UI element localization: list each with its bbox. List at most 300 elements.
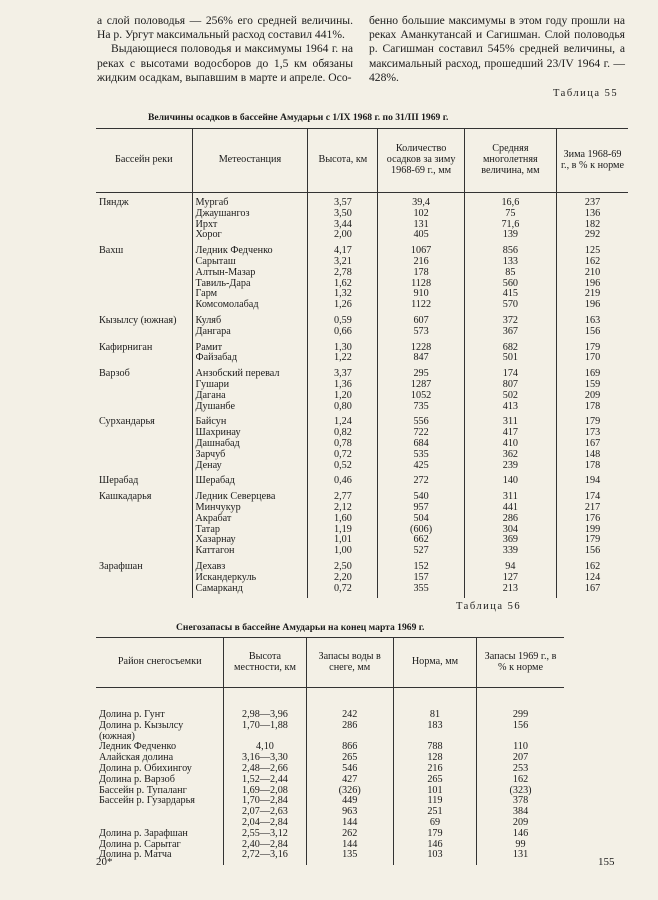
table-row [96, 220, 628, 231]
value-cell: 179 [557, 338, 628, 354]
value-cell: 378 [477, 796, 564, 807]
paragraph: Выдающиеся половодья и максимумы 1964 г. на реках с высотами водосборов до 1,5 км обязаны жидким осадкам, выпавшим в марте и апреле. Осо- [97, 42, 353, 84]
station-cell: Хазарнау [192, 535, 308, 546]
region-cell: Долина р. Обихингоу [96, 764, 224, 775]
value-cell: 504 [378, 514, 464, 525]
value-cell: 103 [393, 850, 476, 865]
value-cell: 1,69—2,08 [224, 786, 306, 797]
table-row [96, 364, 628, 380]
col-header: Высота, км [308, 129, 378, 193]
value-cell: 441 [464, 503, 556, 514]
value-cell: 2,40—2,84 [224, 840, 306, 851]
table-56 [96, 637, 564, 865]
value-cell: 144 [306, 840, 393, 851]
value-cell: 527 [378, 546, 464, 557]
value-cell: 170 [557, 353, 628, 364]
station-cell: Куляб [192, 311, 308, 327]
value-cell: 69 [393, 818, 476, 829]
station-cell: Зарчуб [192, 450, 308, 461]
region-cell [96, 807, 224, 818]
value-cell: 182 [557, 220, 628, 231]
value-cell: 140 [464, 471, 556, 487]
basin-cell [96, 279, 192, 290]
value-cell: 133 [464, 257, 556, 268]
value-cell: 173 [557, 428, 628, 439]
value-cell: 3,50 [308, 209, 378, 220]
value-cell: 807 [464, 380, 556, 391]
value-cell: 384 [477, 807, 564, 818]
table-row [96, 514, 628, 525]
basin-cell: Пяндж [96, 193, 192, 209]
value-cell: 355 [378, 584, 464, 599]
table-row [96, 279, 628, 290]
value-cell: 183 [393, 721, 476, 743]
value-cell: (323) [477, 786, 564, 797]
basin-cell [96, 209, 192, 220]
value-cell: 1,60 [308, 514, 378, 525]
value-cell: 372 [464, 311, 556, 327]
value-cell: 4,10 [224, 742, 306, 753]
table-row [96, 546, 628, 557]
value-cell: 607 [378, 311, 464, 327]
value-cell: 272 [378, 471, 464, 487]
value-cell: 196 [557, 300, 628, 311]
value-cell: 0,72 [308, 450, 378, 461]
table-row [96, 391, 628, 402]
value-cell: 311 [464, 412, 556, 428]
value-cell: 847 [378, 353, 464, 364]
value-cell: 339 [464, 546, 556, 557]
value-cell: 1,26 [308, 300, 378, 311]
value-cell: 0,78 [308, 439, 378, 450]
station-cell: Хорог [192, 230, 308, 241]
value-cell: 81 [393, 688, 476, 721]
value-cell: 152 [378, 557, 464, 573]
value-cell: (606) [378, 525, 464, 536]
value-cell: 682 [464, 338, 556, 354]
col-header: Количество осадков за зиму 1968-69 г., мм [378, 129, 464, 193]
value-cell: 119 [393, 796, 476, 807]
value-cell: 2,48—2,66 [224, 764, 306, 775]
region-cell: Долина р. Гунт [96, 688, 224, 721]
right-column [369, 14, 625, 85]
basin-cell [96, 300, 192, 311]
value-cell: 684 [378, 439, 464, 450]
value-cell: 427 [306, 775, 393, 786]
value-cell: 2,77 [308, 487, 378, 503]
value-cell: 2,72—3,16 [224, 850, 306, 865]
station-cell: Искандеркуль [192, 573, 308, 584]
table-row [96, 503, 628, 514]
basin-cell [96, 327, 192, 338]
value-cell: 219 [557, 289, 628, 300]
value-cell: 94 [464, 557, 556, 573]
value-cell: 417 [464, 428, 556, 439]
value-cell: 1052 [378, 391, 464, 402]
value-cell: 540 [378, 487, 464, 503]
value-cell: 213 [464, 584, 556, 599]
station-cell: Шерабад [192, 471, 308, 487]
left-column [97, 14, 353, 85]
station-cell: Анзобский перевал [192, 364, 308, 380]
value-cell: 71,6 [464, 220, 556, 231]
station-cell: Сарыташ [192, 257, 308, 268]
value-cell: 265 [393, 775, 476, 786]
table-row [96, 584, 628, 599]
table56-label: Таблица 56 [456, 601, 522, 612]
value-cell: 405 [378, 230, 464, 241]
table-row [96, 412, 628, 428]
value-cell: 2,50 [308, 557, 378, 573]
station-cell: Душанбе [192, 402, 308, 413]
basin-cell [96, 428, 192, 439]
value-cell: 1,01 [308, 535, 378, 546]
value-cell: 1122 [378, 300, 464, 311]
basin-cell [96, 503, 192, 514]
value-cell: 101 [393, 786, 476, 797]
station-cell: Файзабад [192, 353, 308, 364]
value-cell: 2,00 [308, 230, 378, 241]
basin-cell [96, 268, 192, 279]
value-cell: 295 [378, 364, 464, 380]
value-cell: 1287 [378, 380, 464, 391]
table-row [96, 300, 628, 311]
table-row [96, 193, 628, 209]
value-cell: 788 [393, 742, 476, 753]
value-cell: 856 [464, 241, 556, 257]
station-cell: Алтын-Мазар [192, 268, 308, 279]
value-cell: 1,32 [308, 289, 378, 300]
value-cell: 299 [477, 688, 564, 721]
value-cell: 0,52 [308, 461, 378, 472]
value-cell: 410 [464, 439, 556, 450]
value-cell: 262 [306, 829, 393, 840]
value-cell: 162 [557, 257, 628, 268]
value-cell: 209 [477, 818, 564, 829]
value-cell: 16,6 [464, 193, 556, 209]
value-cell: 367 [464, 327, 556, 338]
paragraph: бенно большие максимумы в этом году прошли на реках Аманкутансай и Сагишман. Слой половодья р. Сагишман составил 545% средней величины, а максимальный расход, прошедший 23/IV 1964 г. — 428%. [369, 14, 625, 84]
value-cell: 146 [393, 840, 476, 851]
value-cell: 265 [306, 753, 393, 764]
value-cell: 85 [464, 268, 556, 279]
value-cell: 286 [306, 721, 393, 743]
value-cell: 556 [378, 412, 464, 428]
region-cell: Бассейн р. Гузардарья [96, 796, 224, 807]
value-cell: 216 [378, 257, 464, 268]
value-cell: 292 [557, 230, 628, 241]
col-header: Средняя многолетняя величина, мм [464, 129, 556, 193]
value-cell: 110 [477, 742, 564, 753]
value-cell: 1067 [378, 241, 464, 257]
region-cell: Долина р. Зарафшан [96, 829, 224, 840]
station-cell: Рамит [192, 338, 308, 354]
region-cell: Бассейн р. Тупаланг [96, 786, 224, 797]
station-cell: Самарканд [192, 584, 308, 599]
value-cell: 135 [306, 850, 393, 865]
station-cell: Тавиль-Дара [192, 279, 308, 290]
table56-body [96, 688, 564, 866]
value-cell: 210 [557, 268, 628, 279]
value-cell: 662 [378, 535, 464, 546]
table55-body [96, 193, 628, 599]
value-cell: 304 [464, 525, 556, 536]
station-cell: Денау [192, 461, 308, 472]
value-cell: 963 [306, 807, 393, 818]
table-55 [96, 128, 628, 598]
value-cell: 2,07—2,63 [224, 807, 306, 818]
value-cell: 167 [557, 439, 628, 450]
value-cell: 148 [557, 450, 628, 461]
basin-cell: Варзоб [96, 364, 192, 380]
value-cell: 216 [393, 764, 476, 775]
basin-cell: Шерабад [96, 471, 192, 487]
basin-cell: Вахш [96, 241, 192, 257]
value-cell: 415 [464, 289, 556, 300]
value-cell: 3,44 [308, 220, 378, 231]
value-cell: 194 [557, 471, 628, 487]
value-cell: (326) [306, 786, 393, 797]
basin-cell [96, 220, 192, 231]
value-cell: 1,30 [308, 338, 378, 354]
value-cell: 39,4 [378, 193, 464, 209]
value-cell: 0,80 [308, 402, 378, 413]
basin-cell: Кашкадарья [96, 487, 192, 503]
value-cell: 144 [306, 818, 393, 829]
table-row [96, 450, 628, 461]
col-header: Бассейн реки [96, 129, 192, 193]
col-header: Норма, мм [393, 638, 476, 688]
station-cell: Дехавз [192, 557, 308, 573]
value-cell: 560 [464, 279, 556, 290]
col-header: Зима 1968-69 г., в % к норме [557, 129, 628, 193]
table-row [96, 829, 564, 840]
value-cell: 75 [464, 209, 556, 220]
value-cell: 176 [557, 514, 628, 525]
value-cell: 3,16—3,30 [224, 753, 306, 764]
basin-cell [96, 380, 192, 391]
value-cell: 139 [464, 230, 556, 241]
station-cell: Акрабат [192, 514, 308, 525]
value-cell: 535 [378, 450, 464, 461]
value-cell: 570 [464, 300, 556, 311]
page-number: 155 [598, 856, 615, 868]
basin-cell: Кафирниган [96, 338, 192, 354]
value-cell: 2,55—3,12 [224, 829, 306, 840]
value-cell: 209 [557, 391, 628, 402]
value-cell: 179 [393, 829, 476, 840]
station-cell: Ледник Северцева [192, 487, 308, 503]
table-row [96, 241, 628, 257]
table55-label: Таблица 55 [553, 88, 619, 99]
table-row [96, 380, 628, 391]
value-cell: 425 [378, 461, 464, 472]
value-cell: 127 [464, 573, 556, 584]
basin-cell [96, 461, 192, 472]
table-row [96, 327, 628, 338]
value-cell: 167 [557, 584, 628, 599]
value-cell: 1,24 [308, 412, 378, 428]
table-row [96, 289, 628, 300]
value-cell: 286 [464, 514, 556, 525]
station-cell: Шахринау [192, 428, 308, 439]
value-cell: 207 [477, 753, 564, 764]
basin-cell [96, 546, 192, 557]
table-row [96, 439, 628, 450]
value-cell: 1,22 [308, 353, 378, 364]
value-cell: 1,00 [308, 546, 378, 557]
value-cell: 242 [306, 688, 393, 721]
value-cell: 2,12 [308, 503, 378, 514]
value-cell: 0,82 [308, 428, 378, 439]
value-cell: 136 [557, 209, 628, 220]
station-cell: Байсун [192, 412, 308, 428]
value-cell: 1,62 [308, 279, 378, 290]
basin-cell [96, 450, 192, 461]
table-row [96, 573, 628, 584]
station-cell: Ирхт [192, 220, 308, 231]
table55-title: Величины осадков в бассейне Амударьи с 1/IX 1968 г. по 31/III 1969 г. [148, 112, 449, 123]
table-row [96, 688, 564, 721]
table-row [96, 775, 564, 786]
value-cell: 413 [464, 402, 556, 413]
value-cell: 178 [378, 268, 464, 279]
value-cell: 199 [557, 525, 628, 536]
value-cell: 3,37 [308, 364, 378, 380]
value-cell: 125 [557, 241, 628, 257]
value-cell: 1,52—2,44 [224, 775, 306, 786]
table-row [96, 796, 564, 807]
value-cell: 131 [378, 220, 464, 231]
col-header: Запасы 1969 г., в % к норме [477, 638, 564, 688]
value-cell: 3,57 [308, 193, 378, 209]
value-cell: 573 [378, 327, 464, 338]
value-cell: 910 [378, 289, 464, 300]
basin-cell [96, 257, 192, 268]
table-row [96, 428, 628, 439]
value-cell: 131 [477, 850, 564, 865]
value-cell: 146 [477, 829, 564, 840]
value-cell: 174 [464, 364, 556, 380]
value-cell: 1,70—2,84 [224, 796, 306, 807]
value-cell: 217 [557, 503, 628, 514]
value-cell: 157 [378, 573, 464, 584]
value-cell: 4,17 [308, 241, 378, 257]
value-cell: 128 [393, 753, 476, 764]
basin-cell [96, 439, 192, 450]
basin-cell: Сурхандарья [96, 412, 192, 428]
table-row [96, 487, 628, 503]
value-cell: 239 [464, 461, 556, 472]
value-cell: 0,46 [308, 471, 378, 487]
value-cell: 102 [378, 209, 464, 220]
basin-cell [96, 230, 192, 241]
station-cell: Минчукур [192, 503, 308, 514]
value-cell: 156 [557, 546, 628, 557]
value-cell: 159 [557, 380, 628, 391]
basin-cell: Кызылсу (южная) [96, 311, 192, 327]
table-row [96, 338, 628, 354]
value-cell: 162 [557, 557, 628, 573]
table-row [96, 807, 564, 818]
body-text [97, 14, 625, 85]
value-cell: 369 [464, 535, 556, 546]
value-cell: 156 [477, 721, 564, 743]
value-cell: 735 [378, 402, 464, 413]
basin-cell: Зарафшан [96, 557, 192, 573]
basin-cell [96, 514, 192, 525]
value-cell: 311 [464, 487, 556, 503]
value-cell: 169 [557, 364, 628, 380]
value-cell: 237 [557, 193, 628, 209]
basin-cell [96, 353, 192, 364]
value-cell: 722 [378, 428, 464, 439]
value-cell: 251 [393, 807, 476, 818]
value-cell: 178 [557, 461, 628, 472]
value-cell: 866 [306, 742, 393, 753]
table-row [96, 353, 628, 364]
paragraph: а слой половодья — 256% его средней величины. На р. Ургут максимальный расход составил 441%. [97, 14, 353, 42]
value-cell: 253 [477, 764, 564, 775]
station-cell: Гарм [192, 289, 308, 300]
value-cell: 1,20 [308, 391, 378, 402]
table-row [96, 461, 628, 472]
table-row [96, 525, 628, 536]
value-cell: 362 [464, 450, 556, 461]
value-cell: 1,70—1,88 [224, 721, 306, 743]
value-cell: 501 [464, 353, 556, 364]
col-header: Район снегосъемки [96, 638, 224, 688]
region-cell: Долина р. Варзоб [96, 775, 224, 786]
station-cell: Татар [192, 525, 308, 536]
basin-cell [96, 525, 192, 536]
table-row [96, 311, 628, 327]
value-cell: 2,20 [308, 573, 378, 584]
basin-cell [96, 573, 192, 584]
table-row [96, 721, 564, 743]
table56-title: Снегозапасы в бассейне Амударьи на конец марта 1969 г. [176, 622, 425, 633]
value-cell: 546 [306, 764, 393, 775]
value-cell: 0,72 [308, 584, 378, 599]
value-cell: 1228 [378, 338, 464, 354]
value-cell: 163 [557, 311, 628, 327]
table-row [96, 471, 628, 487]
region-cell: Долина р. Сарытаг [96, 840, 224, 851]
table-row [96, 850, 564, 865]
value-cell: 162 [477, 775, 564, 786]
table-row [96, 230, 628, 241]
basin-cell [96, 402, 192, 413]
value-cell: 1,36 [308, 380, 378, 391]
table-row [96, 402, 628, 413]
region-cell: Алайская долина [96, 753, 224, 764]
region-cell: Долина р. Матча [96, 850, 224, 865]
basin-cell [96, 289, 192, 300]
station-cell: Дагана [192, 391, 308, 402]
col-header: Запасы воды в снеге, мм [306, 638, 393, 688]
basin-cell [96, 584, 192, 599]
value-cell: 99 [477, 840, 564, 851]
value-cell: 124 [557, 573, 628, 584]
value-cell: 449 [306, 796, 393, 807]
value-cell: 3,21 [308, 257, 378, 268]
value-cell: 0,66 [308, 327, 378, 338]
table-row [96, 257, 628, 268]
value-cell: 179 [557, 535, 628, 546]
value-cell: 1,19 [308, 525, 378, 536]
col-header: Высота местности, км [224, 638, 306, 688]
station-cell: Дашнабад [192, 439, 308, 450]
